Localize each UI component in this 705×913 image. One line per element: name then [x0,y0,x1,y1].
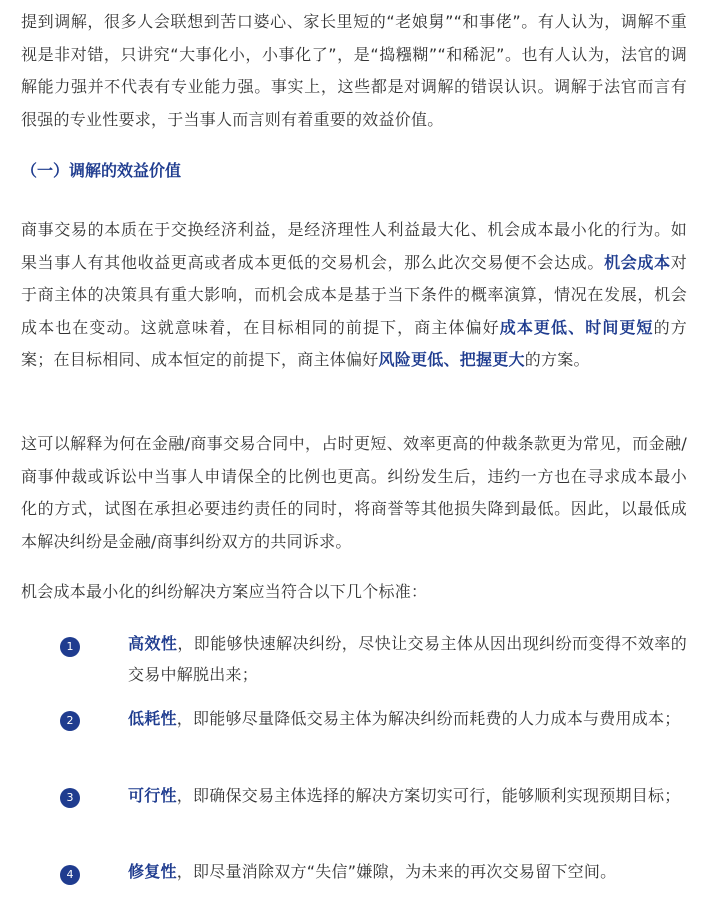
paragraph-text: 对于商主体的决策具有重大影响，而机会成本是基于当下条件的概率演算，情况在发展，机会成本也在变动。这就意味着，在目标相同的前提下，商主体偏好 [21,252,687,337]
criteria-description: ，即能够尽量降低交易主体为解决纠纷而耗费的人力成本与费用成本； [176,709,681,728]
criteria-intro-paragraph: 机会成本最小化的纠纷解决方案应当符合以下几个标准： [21,582,428,601]
criteria-title: 修复性 [128,862,177,881]
paragraph-text: 商事交易的本质在于交换经济利益，是经济理性人利益最大化、机会成本最小化的行为。如果当事人有其他收益更高或者成本更低的交易机会，那么此次交易便不会达成。 [21,220,687,272]
criteria-text [128,703,687,734]
paragraph-text: 的方案；在目标相同、成本恒定的前提下，商主体偏好 [21,317,687,369]
efficiency-paragraph [21,214,687,377]
criteria-title: 可行性 [128,786,177,805]
number-badge: 1 [60,637,80,657]
intro-paragraph: 提到调解，很多人会联想到苦口婆心、家长里短的“老娘舅”“和事佬”。有人认为，调解不重视是非对错，只讲究“大事化小，小事化了”，是“捣糨糊”“和稀泥”。也有人认为，法官的调解能力强并不代表有专业能力强。事实上，这些都是对调解的错误认识。调解于法官而言有很强的专业性要求，于当事人而言则有着重要的效益价值。 [21,12,687,129]
criteria-title: 低耗性 [128,709,177,728]
highlight-lower-cost: 成本更低、时间更短 [499,317,654,337]
criteria-text [128,856,687,887]
number-badge: 2 [60,711,80,731]
criteria-description: ，即尽量消除双方“失信”嫌隙，为未来的再次交易留下空间。 [176,862,617,881]
paragraph-text: 的方案。 [524,350,590,369]
criteria-text [128,628,687,690]
highlight-lower-risk: 风险更低、把握更大 [378,350,525,369]
highlight-opportunity-cost: 机会成本 [604,252,671,272]
criteria-title: 高效性 [128,634,178,653]
criteria-description: ，即能够快速解决纠纷，尽快让交易主体从因出现纠纷而变得不效率的交易中解脱出来； [128,634,687,684]
section-heading: （一）调解的效益价值 [21,161,182,180]
number-badge: 3 [60,788,80,808]
criteria-text [128,780,687,811]
arbitration-paragraph: 这可以解释为何在金融/商事交易合同中，占时更短、效率更高的仲裁条款更为常见，而金融/商事仲裁或诉讼中当事人申请保全的比例也更高。纠纷发生后，违约一方也在寻求成本最小化的方式，试图在承担必要违约责任的同时，将商誉等其他损失降到最低。因此，以最低成本解决纠纷是金融/商事纠纷双方的共同诉求。 [21,434,687,551]
criteria-description: ，即确保交易主体选择的解决方案切实可行，能够顺利实现预期目标； [176,786,681,805]
number-badge: 4 [60,865,80,885]
